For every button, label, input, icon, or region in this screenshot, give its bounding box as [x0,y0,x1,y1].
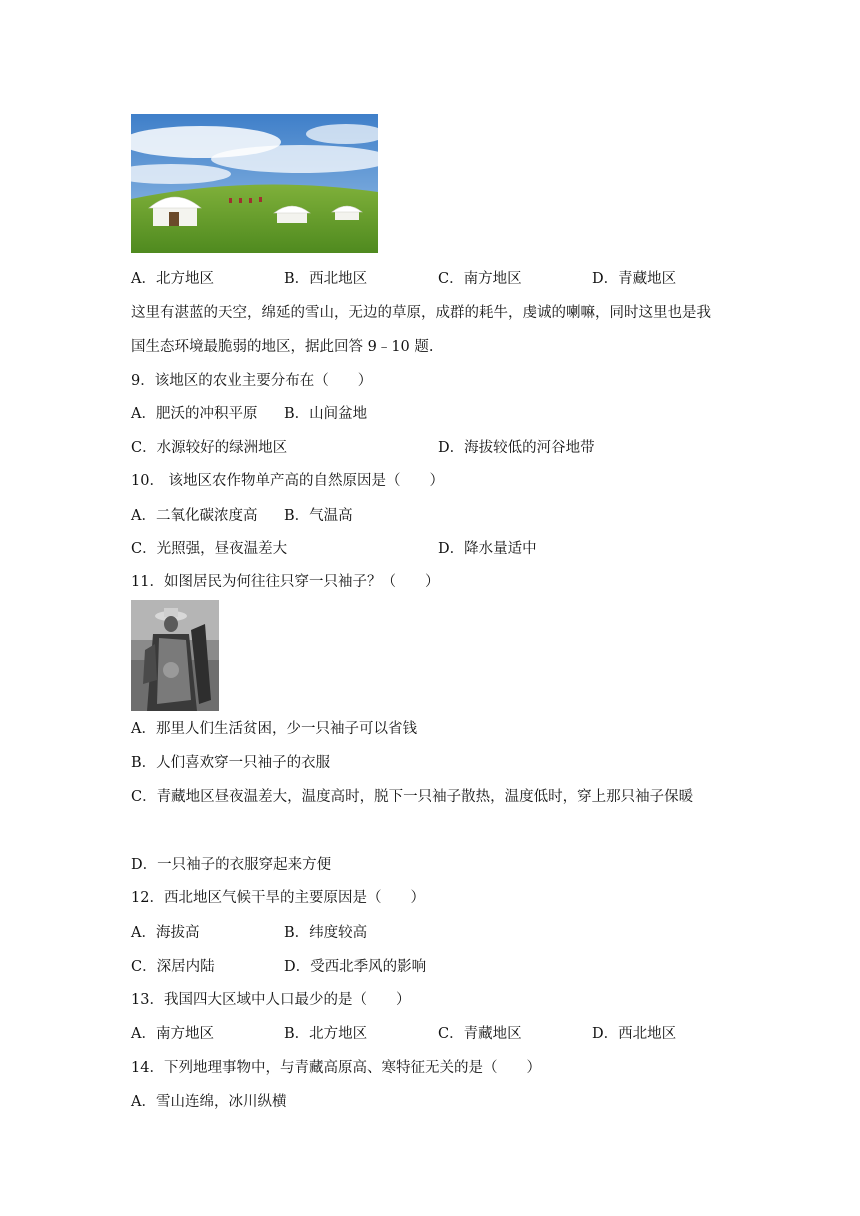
tibetan-herder-photo [131,600,219,711]
option-a: A．南方地区 [131,1026,214,1042]
option-c: C．深居内陆 [131,959,215,975]
option-d: D．西北地区 [592,1026,677,1042]
option-b: B．纬度较高 [284,925,368,941]
option-d: D．海拔较低的河谷地带 [438,440,595,456]
question-10-stem: 10． 该地区农作物单产高的自然原因是（ ） [131,473,445,489]
option-b: B．山间盆地 [284,406,368,422]
option-a: A．那里人们生活贫困，少一只袖子可以省钱 [131,721,417,737]
option-c: C．南方地区 [438,271,522,287]
option-a: A．二氧化碳浓度高 [131,508,258,524]
option-d: D．降水量适中 [438,541,537,557]
option-c: C．水源较好的绿洲地区 [131,440,288,456]
option-a: A．肥沃的冲积平原 [131,406,258,422]
option-b: B．人们喜欢穿一只袖子的衣服 [131,755,331,771]
option-c: C．青藏地区 [438,1026,522,1042]
passage-line-2: 国生态环境最脆弱的地区，据此回答 9﹣10 题. [131,339,434,355]
yurt-grassland-photo [131,114,378,253]
question-9-stem: 9．该地区的农业主要分布在（ ） [131,373,373,389]
option-c: C．光照强，昼夜温差大 [131,541,288,557]
option-a: A．雪山连绵，冰川纵横 [131,1094,287,1110]
option-a: A．北方地区 [131,271,214,287]
option-d: D．一只袖子的衣服穿起来方便 [131,857,332,873]
option-c: C．青藏地区昼夜温差大，温度高时，脱下一只袖子散热，温度低时，穿上那只袖子保暖 [131,789,694,805]
question-13-stem: 13．我国四大区域中人口最少的是（ ） [131,992,411,1008]
option-b: B．北方地区 [284,1026,368,1042]
option-b: B．西北地区 [284,271,368,287]
option-d: D．青藏地区 [592,271,677,287]
option-d: D．受西北季风的影响 [284,959,427,975]
question-14-stem: 14．下列地理事物中，与青藏高原高、寒特征无关的是（ ） [131,1060,541,1076]
option-b: B．气温高 [284,508,353,524]
option-a: A．海拔高 [131,925,200,941]
passage-line-1: 这里有湛蓝的天空，绵延的雪山，无边的草原，成群的耗牛，虔诚的喇嘛，同时这里也是我 [131,305,711,321]
question-12-stem: 12．西北地区气候干旱的主要原因是（ ） [131,890,425,906]
question-11-stem: 11．如图居民为何往往只穿一只袖子？（ ） [131,574,440,590]
